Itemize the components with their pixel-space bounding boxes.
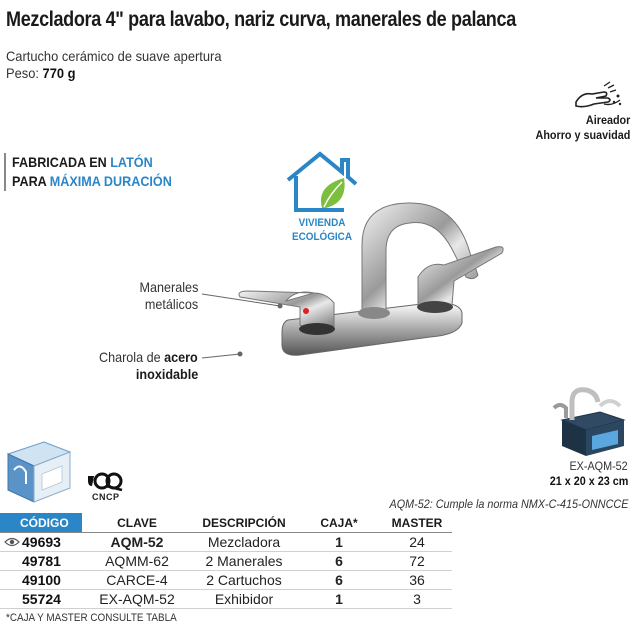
cncp-logo-icon — [84, 470, 124, 492]
callout-charola-prefix: Charola de — [99, 349, 165, 365]
cell-caja: 6 — [296, 571, 382, 590]
table-footnote: *CAJA Y MASTER CONSULTE TABLA — [6, 612, 177, 624]
cell-caja: 6 — [296, 552, 382, 571]
cell-master: 24 — [382, 533, 452, 552]
codigo-value: 49693 — [22, 534, 61, 550]
callout-lines — [200, 290, 290, 370]
cell-codigo — [0, 533, 82, 552]
cell-caja: 1 — [296, 590, 382, 609]
table-header-row — [0, 513, 642, 533]
cell-master: 36 — [382, 571, 452, 590]
cell-spacer — [452, 552, 642, 571]
page-title: Mezcladora 4" para lavabo, nariz curva, manerales de palanca — [6, 8, 516, 31]
cncp-logo-text: CNCP — [92, 492, 120, 502]
hands-water-icon — [574, 80, 624, 112]
weight-value: 770 g — [42, 65, 76, 81]
col-header-master: MASTER — [382, 513, 452, 533]
cell-spacer — [452, 571, 642, 590]
col-header-caja: CAJA* — [296, 513, 382, 533]
table-header-spacer — [452, 513, 642, 533]
cell-descripcion: 2 Cartuchos — [192, 571, 296, 590]
norma-note: AQM-52: Cumple la norma NMX-C-415-ONNCCE — [389, 497, 628, 511]
cell-spacer — [452, 590, 642, 609]
feature-line-1-highlight: LATÓN — [110, 154, 153, 170]
product-box-image — [4, 436, 74, 506]
table-row — [0, 590, 642, 609]
cell-spacer — [452, 533, 642, 552]
callout-manerales-line-2: metálicos — [144, 296, 198, 312]
cell-codigo: 55724 — [0, 590, 82, 609]
product-table — [0, 513, 642, 609]
product-subtitle: Cartucho cerámico de suave apertura — [6, 48, 222, 64]
cell-caja: 1 — [296, 533, 382, 552]
cell-master: 72 — [382, 552, 452, 571]
col-header-codigo: CÓDIGO — [0, 513, 82, 533]
callout-charola-line-1 — [99, 349, 198, 365]
col-header-clave: CLAVE — [82, 513, 192, 533]
feature-line-2-highlight: MÁXIMA DURACIÓN — [49, 173, 172, 189]
callout-manerales-line-1: Manerales — [139, 279, 198, 295]
eye-icon — [4, 537, 20, 547]
callout-charola-line-2: inoxidable — [135, 366, 198, 382]
cell-clave: EX-AQM-52 — [82, 590, 192, 609]
cell-codigo: 49100 — [0, 571, 82, 590]
feature-line-2-prefix: PARA — [12, 173, 50, 189]
cell-descripcion: 2 Manerales — [192, 552, 296, 571]
badge-line-2: ECOLÓGICA — [292, 231, 352, 243]
table-row — [0, 533, 642, 552]
badge-line-1: VIVIENDA — [298, 217, 346, 229]
cell-descripcion: Exhibidor — [192, 590, 296, 609]
cell-clave: AQM-52 — [82, 533, 192, 552]
feature-line-1-prefix: FABRICADA EN — [12, 154, 111, 170]
exhibidor-code: EX-AQM-52 — [569, 459, 628, 473]
aireador-label: Aireador — [585, 113, 630, 127]
exhibidor-dimensions: 21 x 20 x 23 cm — [549, 474, 628, 488]
table-row — [0, 552, 642, 571]
feature-divider — [4, 153, 6, 191]
table-row — [0, 571, 642, 590]
callout-charola-bold: acero — [164, 349, 198, 365]
feature-line-2 — [12, 173, 172, 189]
cell-codigo: 49781 — [0, 552, 82, 571]
cell-descripcion: Mezcladora — [192, 533, 296, 552]
weight-label: Peso: — [6, 65, 39, 81]
col-header-descripcion: DESCRIPCIÓN — [192, 513, 296, 533]
exhibidor-image — [552, 384, 632, 458]
cell-master: 3 — [382, 590, 452, 609]
feature-line-1 — [12, 154, 153, 170]
product-weight — [6, 65, 75, 81]
cell-clave: AQMM-62 — [82, 552, 192, 571]
ahorro-label: Ahorro y suavidad — [535, 128, 630, 142]
cell-clave: CARCE-4 — [82, 571, 192, 590]
